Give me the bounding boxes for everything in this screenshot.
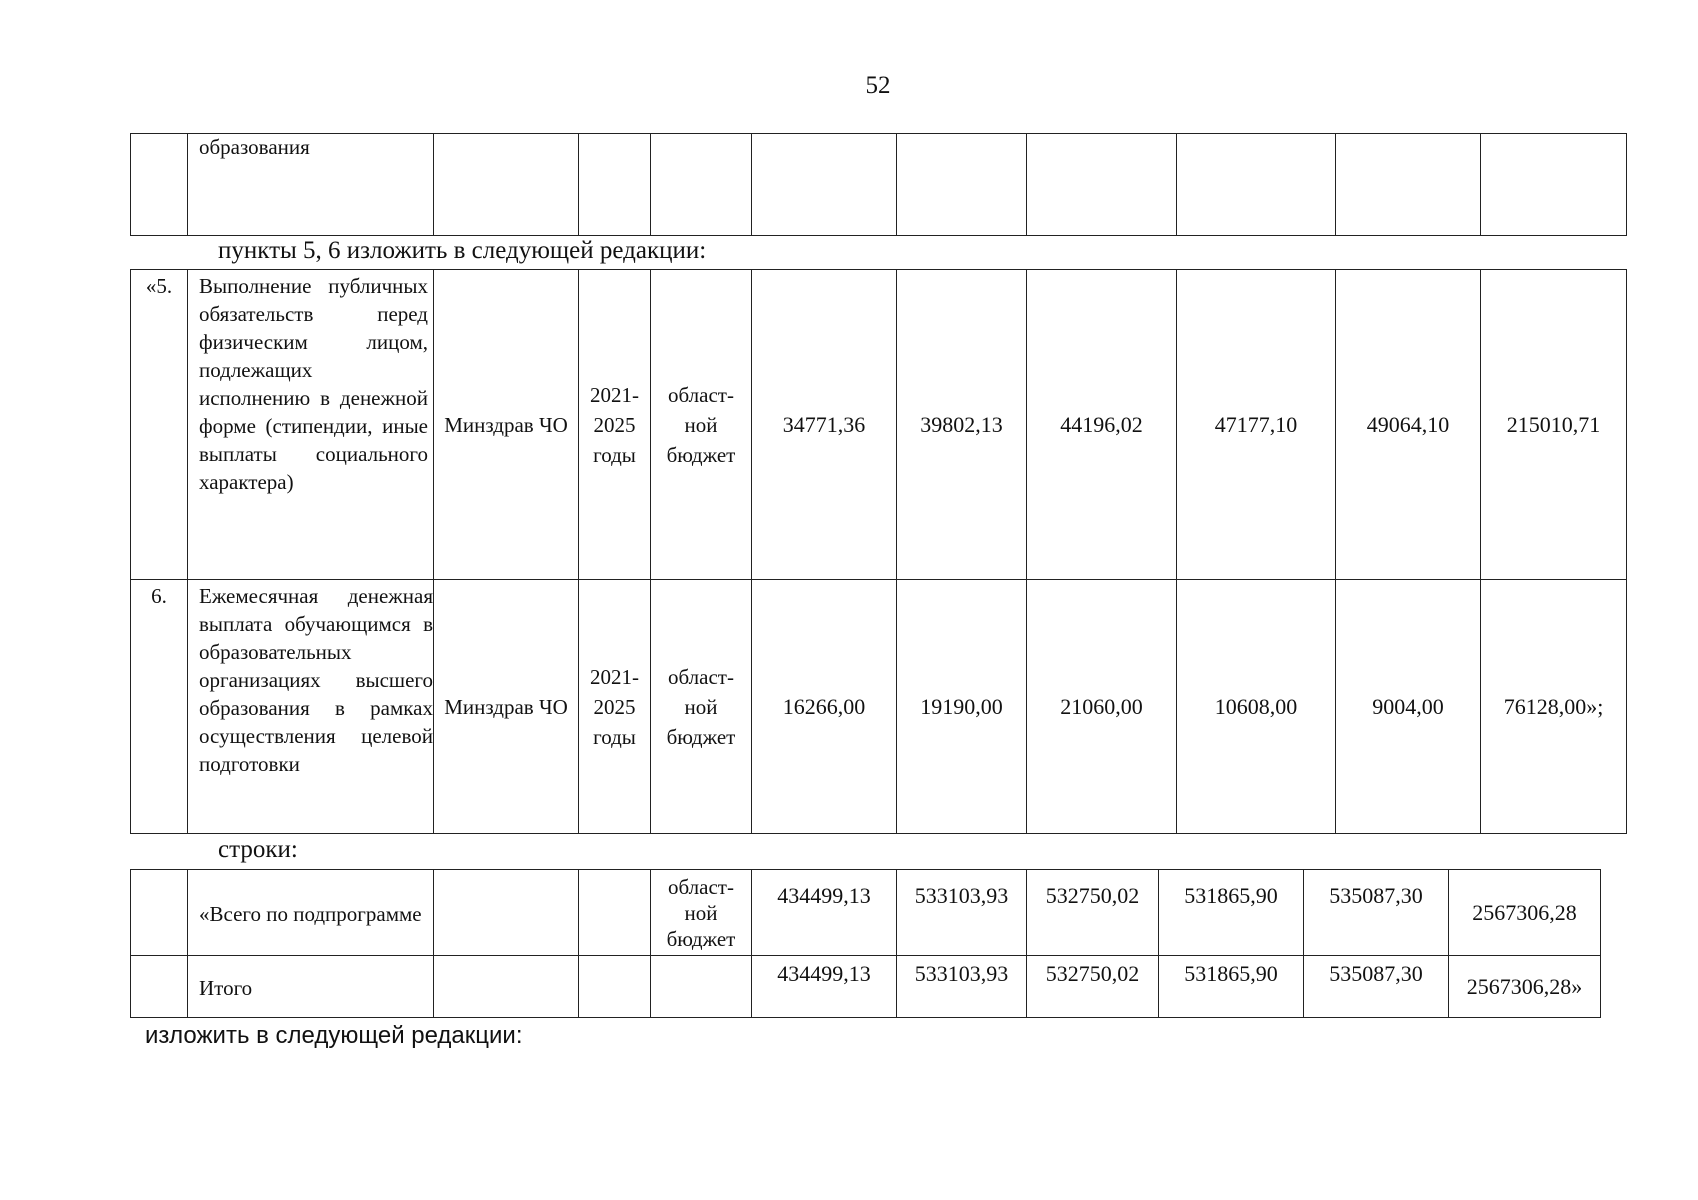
- value-cell: 34771,36: [752, 270, 897, 580]
- source-cell: област-ной бюджет: [651, 870, 752, 956]
- table-row: [131, 956, 1601, 1018]
- row-description-cell: «Всего по подпрограмме: [188, 870, 434, 956]
- value-cell: [752, 134, 897, 236]
- period-cell: 2021-2025 годы: [579, 270, 651, 580]
- caption-rows: строки:: [218, 836, 298, 863]
- value-cell: 47177,10: [1177, 270, 1336, 580]
- value-cell: 16266,00: [752, 580, 897, 834]
- executor-cell: [434, 956, 579, 1018]
- row-number-cell: [131, 870, 188, 956]
- value-cell: 532750,02: [1027, 870, 1159, 956]
- value-cell: 44196,02: [1027, 270, 1177, 580]
- period-cell: [579, 870, 651, 956]
- value-cell: 531865,90: [1159, 870, 1304, 956]
- value-cell: 76128,00»;: [1481, 580, 1627, 834]
- value-cell: 531865,90: [1159, 956, 1304, 1018]
- value-cell: 533103,93: [897, 956, 1027, 1018]
- value-cell: [897, 134, 1027, 236]
- table-row: [131, 870, 1601, 956]
- source-cell: област-ной бюджет: [651, 270, 752, 580]
- value-cell: [1336, 134, 1481, 236]
- row-description-cell: Итого: [188, 956, 434, 1018]
- value-cell: 9004,00: [1336, 580, 1481, 834]
- period-cell: [579, 134, 651, 236]
- period-cell: [579, 956, 651, 1018]
- value-cell: 215010,71: [1481, 270, 1627, 580]
- row-description-cell: Ежемесячная денежная выплата обучающимся в образовательных организациях высшего образования в рамках осуществления целевой подготовки: [188, 580, 434, 834]
- executor-cell: Минздрав ЧО: [434, 580, 579, 834]
- value-cell: 434499,13: [752, 870, 897, 956]
- value-cell: 49064,10: [1336, 270, 1481, 580]
- value-cell: 21060,00: [1027, 580, 1177, 834]
- row-description-cell: образования: [188, 134, 434, 236]
- table-row: [131, 134, 1627, 236]
- value-cell: 2567306,28»: [1449, 956, 1601, 1018]
- value-cell: [1027, 134, 1177, 236]
- row-number-cell: «5.: [131, 270, 188, 580]
- value-cell: [1481, 134, 1627, 236]
- table-row: [131, 580, 1627, 834]
- row-number-cell: [131, 956, 188, 1018]
- value-cell: 10608,00: [1177, 580, 1336, 834]
- value-cell: 39802,13: [897, 270, 1027, 580]
- source-cell: [651, 134, 752, 236]
- executor-cell: Минздрав ЧО: [434, 270, 579, 580]
- value-cell: 2567306,28: [1449, 870, 1601, 956]
- value-cell: 532750,02: [1027, 956, 1159, 1018]
- continuation-table: [130, 133, 1627, 236]
- value-cell: 19190,00: [897, 580, 1027, 834]
- row-number-cell: [131, 134, 188, 236]
- value-cell: 533103,93: [897, 870, 1027, 956]
- value-cell: 535087,30: [1304, 870, 1449, 956]
- source-cell: [651, 956, 752, 1018]
- row-number-cell: 6.: [131, 580, 188, 834]
- row-description-cell: Выполнение публичных обязательств перед физическим лицом, подлежащих исполнению в денежной форме (стипендии, иные выплаты социального характера): [188, 270, 434, 580]
- caption-points-5-6: пункты 5, 6 изложить в следующей редакции:: [218, 237, 707, 264]
- program-items-table: [130, 269, 1627, 834]
- period-cell: 2021-2025 годы: [579, 580, 651, 834]
- value-cell: 434499,13: [752, 956, 897, 1018]
- executor-cell: [434, 870, 579, 956]
- value-cell: [1177, 134, 1336, 236]
- totals-table: [130, 869, 1601, 1018]
- source-cell: област-ной бюджет: [651, 580, 752, 834]
- page-number: 52: [865, 72, 891, 99]
- table-row: [131, 270, 1627, 580]
- caption-new-edition: изложить в следующей редакции:: [145, 1022, 523, 1049]
- value-cell: 535087,30: [1304, 956, 1449, 1018]
- executor-cell: [434, 134, 579, 236]
